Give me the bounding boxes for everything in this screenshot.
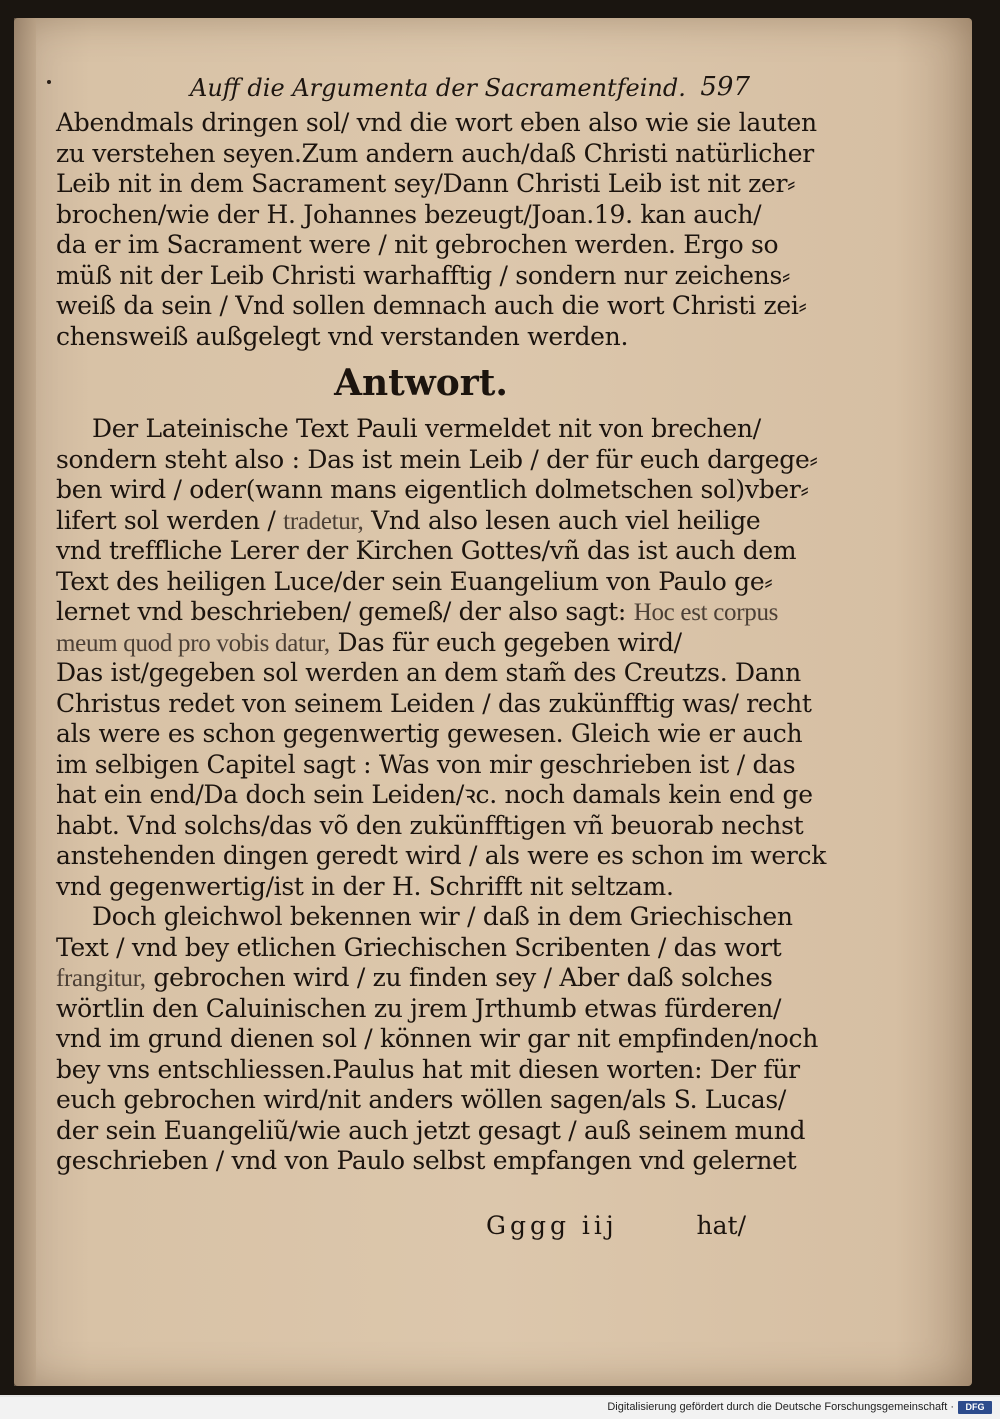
text-line: Das ist/gegeben sol werden an dem stam̃ des Creutzs. Dann: [56, 658, 801, 687]
text-line: Doch gleichwol bekennen wir / daß in dem Griechischen: [92, 902, 793, 931]
text-line: vnd treffliche Lerer der Kirchen Gottes/vñ das ist auch dem: [56, 536, 797, 565]
text-line: vnd gegenwertig/ist in der H. Schrifft nit seltzam.: [56, 871, 674, 901]
text-line: brochen/wie der H. Johannes bezeugt/Joan.19. kan auch/: [56, 199, 762, 229]
text-line: müß nit der Leib Christi warhafftig / sondern nur zeichens⸗: [56, 260, 790, 290]
text-line: [56, 505, 761, 537]
body-text: [56, 108, 827, 1177]
text-line: Abendmals dringen sol/ vnd die wort eben also wie sie lauten: [56, 108, 817, 137]
running-title: Auff die Argumenta der Sacramentfeind.: [190, 74, 686, 102]
text-line: Der Lateinische Text Pauli vermeldet nit von brechen/: [92, 414, 761, 443]
text-line: der sein Euangeliũ/wie auch jetzt gesagt / auß seinem mund: [56, 1115, 806, 1145]
footer-bar: [0, 1397, 1000, 1419]
text-span: Das für euch gegeben wird/: [329, 627, 682, 657]
text-line: zu verstehen seyen.Zum andern auch/daß Christi natürlicher: [56, 138, 814, 168]
latin-word: frangitur,: [56, 965, 146, 992]
text-span: gebrochen wird / zu finden sey / Aber daß solches: [145, 963, 773, 992]
text-line: [56, 963, 773, 994]
text-line: Text / vnd bey etlichen Griechischen Scribenten / das wort: [56, 932, 782, 962]
text-line: vnd im grund dienen sol / können wir gar nit empfinden/noch: [56, 1024, 819, 1053]
text-line: als were es schon gegenwertig gewesen. Gleich wie er auch: [56, 719, 803, 748]
text-line: wörtlin den Caluinischen zu jrem Jrthumb etwas fürderen/: [56, 993, 782, 1023]
catchword: hat/: [696, 1211, 746, 1240]
dfg-logo-icon: DFG: [958, 1401, 992, 1414]
signature-line: [486, 1207, 746, 1243]
text-line: bey vns entschliessen.Paulus hat mit diesen worten: Der für: [56, 1054, 800, 1084]
text-line: Text des heiligen Luce/der sein Euangelium von Paulo ge⸗: [56, 566, 773, 596]
section-heading: Antwort.: [334, 362, 508, 404]
text-line: da er im Sacrament were / nit gebrochen werden. Ergo so: [56, 230, 779, 259]
text-line: habt. Vnd solchs/das võ den zukünfftigen vñ beuorab nechst: [56, 810, 804, 840]
signature-mark: Gggg iij: [486, 1211, 618, 1240]
text-line: geschrieben / vnd von Paulo selbst empfangen vnd gelernet: [56, 1146, 797, 1175]
page-number: 597: [700, 72, 750, 102]
text-line: im selbigen Capitel sagt : Was von mir geschrieben ist / das: [56, 749, 796, 779]
text-span: lernet vnd beschrieben/ gemeß/ der also sagt:: [56, 597, 634, 626]
text-line: [56, 597, 779, 628]
funding-notice: Digitalisierung gefördert durch die Deutsche Forschungsgemeinschaft ·: [607, 1401, 954, 1413]
text-line: [56, 628, 746, 659]
text-line: Leib nit in dem Sacrament sey/Dann Christi Leib ist nit zer⸗: [56, 169, 796, 198]
text-line: anstehenden dingen geredt wird / als were es schon im werck: [56, 841, 827, 870]
latin-quote: meum quod pro vobis datur,: [56, 629, 330, 657]
text-line: chensweiß außgelegt vnd verstanden werden.: [56, 321, 629, 351]
ink-speck: [47, 80, 51, 84]
page-gutter: [14, 18, 36, 1386]
latin-word: tradetur,: [283, 507, 364, 535]
text-line: hat ein end/Da doch sein Leiden/ꝛc. noch damals kein end ge: [56, 780, 813, 809]
text-span: Vnd also lesen auch viel heilige: [363, 505, 761, 535]
text-line: sondern steht also : Das ist mein Leib / der für euch dargege⸗: [56, 444, 818, 474]
text-line: euch gebrochen wird/nit anders wöllen sagen/als S. Lucas/: [56, 1085, 786, 1114]
text-line: weiß da sein / Vnd sollen demnach auch die wort Christi zei⸗: [56, 291, 807, 320]
text-line: Christus redet von seinem Leiden / das zukünfftig was/ recht: [56, 688, 812, 718]
text-span: lifert sol werden /: [56, 505, 284, 535]
running-header: [190, 66, 750, 106]
latin-quote: Hoc est corpus: [633, 599, 779, 626]
text-line: ben wird / oder(wann mans eigentlich dolmetschen sol)vber⸗: [56, 475, 809, 504]
